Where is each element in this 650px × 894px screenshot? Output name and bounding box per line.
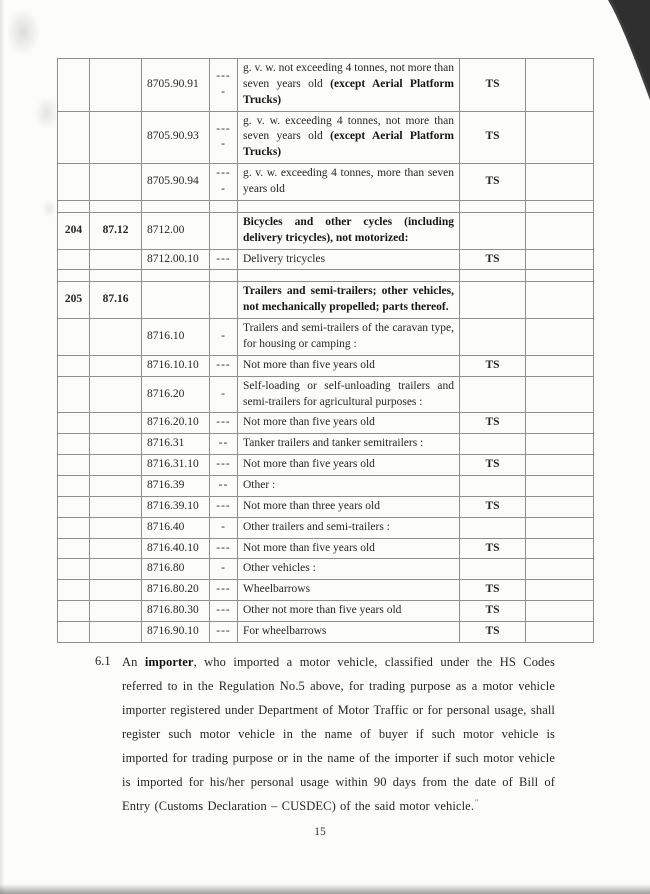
cell-hs-heading bbox=[90, 622, 142, 643]
cell-remarks bbox=[526, 517, 594, 538]
cell-ts-status: TS bbox=[460, 249, 526, 270]
cell-indent-level: --- bbox=[210, 413, 238, 434]
cell-hs-code: 8716.31 bbox=[142, 434, 210, 455]
cell-remarks bbox=[526, 319, 594, 356]
description-bold-text: Trailers and semi-trailers; other vehicles, not mechanically propelled; parts thereof. bbox=[243, 285, 454, 314]
cell-hs-heading bbox=[90, 413, 142, 434]
spacer-row bbox=[58, 200, 594, 212]
cell-remarks bbox=[526, 559, 594, 580]
cell-hs-heading bbox=[90, 496, 142, 517]
cell-row-number bbox=[58, 164, 90, 201]
cell-remarks bbox=[526, 376, 594, 413]
table-row bbox=[58, 517, 594, 538]
description-text: Not more than five years old bbox=[243, 416, 375, 429]
cell-hs-heading bbox=[90, 111, 142, 164]
cell-ts-status bbox=[460, 270, 526, 282]
description-text: Other vehicles : bbox=[243, 562, 316, 575]
table-row bbox=[58, 476, 594, 497]
cell-remarks bbox=[526, 249, 594, 270]
cell-ts-status: TS bbox=[460, 538, 526, 559]
cell-indent-level: - bbox=[210, 376, 238, 413]
cell-description bbox=[238, 455, 460, 476]
cell-ts-status: TS bbox=[460, 164, 526, 201]
description-bold-text: (except Aerial Platform Trucks) bbox=[243, 77, 454, 106]
cell-row-number bbox=[58, 249, 90, 270]
cell-description bbox=[238, 111, 460, 164]
cell-indent-level bbox=[210, 212, 238, 249]
cell-hs-code: 8716.80 bbox=[142, 559, 210, 580]
cell-remarks bbox=[526, 601, 594, 622]
description-text: g. v. w. exceeding 4 tonnes, not more than seven years old bbox=[243, 114, 454, 143]
cell-remarks bbox=[526, 455, 594, 476]
clause-text-rest: , who imported a motor vehicle, classified under the HS Codes referred to in the Regulation No.5 above, for trading purpose as a motor vehicle importer registered under Department of Motor Traffic or for personal usage, shall register such motor vehicle in the name of buyer if such motor vehicle is imported for trading purpose or in the name of the importer if such motor vehicle is imported for his/her personal usage within 90 days from the date of Bill of Entry (Customs Declaration – CUSDEC) of the said motor vehicle. bbox=[122, 655, 556, 813]
cell-remarks bbox=[526, 111, 594, 164]
cell-ts-status bbox=[460, 319, 526, 356]
cell-row-number bbox=[58, 111, 90, 164]
cell-hs-heading bbox=[90, 559, 142, 580]
cell-indent-level: ---- bbox=[210, 59, 238, 112]
table-row bbox=[58, 111, 594, 164]
cell-hs-heading bbox=[90, 476, 142, 497]
table-row bbox=[58, 282, 594, 319]
cell-description bbox=[238, 355, 460, 376]
cell-description bbox=[238, 164, 460, 201]
cell-ts-status: TS bbox=[460, 59, 526, 112]
cell-row-number bbox=[58, 476, 90, 497]
table-row bbox=[58, 622, 594, 643]
cell-hs-heading bbox=[90, 601, 142, 622]
cell-description bbox=[238, 282, 460, 319]
cell-row-number bbox=[58, 355, 90, 376]
cell-indent-level: ---- bbox=[210, 111, 238, 164]
cell-indent-level: --- bbox=[210, 496, 238, 517]
cell-indent-level: --- bbox=[210, 622, 238, 643]
cell-description bbox=[238, 212, 460, 249]
cell-indent-level: --- bbox=[210, 601, 238, 622]
cell-hs-code: 8716.10 bbox=[142, 319, 210, 356]
cell-remarks bbox=[526, 476, 594, 497]
cell-row-number bbox=[58, 517, 90, 538]
cell-remarks bbox=[526, 413, 594, 434]
cell-ts-status bbox=[460, 559, 526, 580]
cell-remarks bbox=[526, 200, 594, 212]
cell-description bbox=[238, 319, 460, 356]
cell-row-number bbox=[58, 496, 90, 517]
cell-remarks bbox=[526, 434, 594, 455]
cell-hs-code: 8716.20.10 bbox=[142, 413, 210, 434]
cell-remarks bbox=[526, 622, 594, 643]
cell-description bbox=[238, 476, 460, 497]
cell-description bbox=[238, 249, 460, 270]
cell-row-number bbox=[58, 538, 90, 559]
cell-hs-code: 8716.10.10 bbox=[142, 355, 210, 376]
cell-ts-status bbox=[460, 376, 526, 413]
table-row bbox=[58, 59, 594, 112]
page-number: 15 bbox=[314, 826, 326, 838]
cell-indent-level: - bbox=[210, 517, 238, 538]
cell-indent-level bbox=[210, 282, 238, 319]
cell-row-number bbox=[58, 270, 90, 282]
cell-hs-heading bbox=[90, 434, 142, 455]
cell-hs-code: 8712.00.10 bbox=[142, 249, 210, 270]
cell-remarks bbox=[526, 496, 594, 517]
cell-row-number bbox=[58, 413, 90, 434]
cell-hs-heading bbox=[90, 270, 142, 282]
table-row bbox=[58, 496, 594, 517]
description-text: Delivery tricycles bbox=[243, 252, 326, 265]
cell-indent-level: --- bbox=[210, 538, 238, 559]
cell-hs-heading bbox=[90, 319, 142, 356]
cell-remarks bbox=[526, 282, 594, 319]
table-row bbox=[58, 319, 594, 356]
table-row bbox=[58, 212, 594, 249]
description-text: Not more than five years old bbox=[243, 358, 375, 371]
cell-hs-code bbox=[142, 200, 210, 212]
cell-hs-code: 8716.40 bbox=[142, 517, 210, 538]
scan-dark-corner bbox=[588, 0, 650, 108]
cell-ts-status: TS bbox=[460, 601, 526, 622]
cell-indent-level: --- bbox=[210, 580, 238, 601]
cell-ts-status: TS bbox=[460, 580, 526, 601]
cell-row-number bbox=[58, 580, 90, 601]
cell-indent-level: --- bbox=[210, 355, 238, 376]
cell-hs-heading bbox=[90, 455, 142, 476]
cell-description bbox=[238, 580, 460, 601]
table-row bbox=[58, 376, 594, 413]
cell-remarks bbox=[526, 212, 594, 249]
cell-hs-code: 8716.39 bbox=[142, 476, 210, 497]
cell-ts-status bbox=[460, 200, 526, 212]
cell-hs-code: 8716.20 bbox=[142, 376, 210, 413]
cell-description bbox=[238, 376, 460, 413]
scan-smudge bbox=[6, 8, 40, 56]
spacer-row bbox=[58, 270, 594, 282]
cell-indent-level: ---- bbox=[210, 164, 238, 201]
cell-row-number bbox=[58, 434, 90, 455]
cell-hs-code: 8716.40.10 bbox=[142, 538, 210, 559]
table-row bbox=[58, 434, 594, 455]
table-row bbox=[58, 455, 594, 476]
table-row bbox=[58, 413, 594, 434]
cell-remarks bbox=[526, 538, 594, 559]
cell-hs-heading: 87.16 bbox=[90, 282, 142, 319]
cell-hs-heading bbox=[90, 249, 142, 270]
footnote-mark: ʺ bbox=[475, 797, 479, 807]
table-row bbox=[58, 355, 594, 376]
cell-row-number bbox=[58, 59, 90, 112]
description-text: g. v. w. not exceeding 4 tonnes, not more than seven years old bbox=[243, 62, 454, 90]
cell-hs-heading bbox=[90, 200, 142, 212]
cell-description bbox=[238, 270, 460, 282]
cell-hs-code: 8716.90.10 bbox=[142, 622, 210, 643]
cell-row-number bbox=[58, 376, 90, 413]
cell-ts-status bbox=[460, 212, 526, 249]
cell-indent-level: -- bbox=[210, 476, 238, 497]
description-text: Not more than five years old bbox=[243, 458, 375, 471]
cell-remarks bbox=[526, 164, 594, 201]
cell-description bbox=[238, 434, 460, 455]
cell-ts-status: TS bbox=[460, 455, 526, 476]
cell-row-number bbox=[58, 200, 90, 212]
cell-ts-status: TS bbox=[460, 622, 526, 643]
cell-description bbox=[238, 559, 460, 580]
cell-description bbox=[238, 601, 460, 622]
cell-indent-level bbox=[210, 200, 238, 212]
description-text: Self-loading or self-unloading trailers and semi-trailers for agricultural purposes : bbox=[243, 379, 454, 408]
description-text: Wheelbarrows bbox=[243, 583, 311, 596]
cell-indent-level: - bbox=[210, 559, 238, 580]
cell-hs-heading bbox=[90, 517, 142, 538]
clause-bold-word: importer bbox=[144, 655, 194, 669]
cell-ts-status bbox=[460, 282, 526, 319]
cell-hs-heading bbox=[90, 59, 142, 112]
cell-hs-code bbox=[142, 282, 210, 319]
scan-left-edge-shadow bbox=[0, 0, 5, 894]
cell-remarks bbox=[526, 59, 594, 112]
cell-remarks bbox=[526, 355, 594, 376]
description-text: Tanker trailers and tanker semitrailers : bbox=[243, 437, 424, 450]
cell-hs-code: 8716.80.30 bbox=[142, 601, 210, 622]
cell-remarks bbox=[526, 580, 594, 601]
clause-number: 6.1 bbox=[95, 654, 111, 668]
cell-indent-level: --- bbox=[210, 249, 238, 270]
cell-ts-status bbox=[460, 434, 526, 455]
cell-hs-code: 8712.00 bbox=[142, 212, 210, 249]
cell-indent-level bbox=[210, 270, 238, 282]
table-row bbox=[58, 164, 594, 201]
cell-hs-heading bbox=[90, 376, 142, 413]
table-row bbox=[58, 538, 594, 559]
cell-indent-level: --- bbox=[210, 455, 238, 476]
cell-row-number bbox=[58, 455, 90, 476]
table-row bbox=[58, 249, 594, 270]
cell-ts-status: TS bbox=[460, 496, 526, 517]
cell-description bbox=[238, 496, 460, 517]
cell-hs-heading: 87.12 bbox=[90, 212, 142, 249]
cell-remarks bbox=[526, 270, 594, 282]
description-text: Trailers and semi-trailers of the caravan type, for housing or camping : bbox=[243, 322, 454, 351]
cell-row-number bbox=[58, 559, 90, 580]
cell-ts-status: TS bbox=[460, 111, 526, 164]
cell-description bbox=[238, 200, 460, 212]
scan-bottom-edge-shadow bbox=[0, 884, 650, 894]
cell-hs-code: 8705.90.91 bbox=[142, 59, 210, 112]
hs-code-table bbox=[57, 58, 594, 643]
description-text: Not more than three years old bbox=[243, 499, 380, 512]
table-row bbox=[58, 559, 594, 580]
cell-description bbox=[238, 413, 460, 434]
table-row bbox=[58, 601, 594, 622]
clause-text-lead: An bbox=[122, 655, 145, 669]
cell-description bbox=[238, 622, 460, 643]
description-text: Not more than five years old bbox=[243, 541, 375, 554]
description-bold-text: (except Aerial Platform Trucks) bbox=[243, 130, 454, 159]
cell-row-number: 204 bbox=[58, 212, 90, 249]
cell-ts-status: TS bbox=[460, 355, 526, 376]
table-row bbox=[58, 580, 594, 601]
cell-hs-code: 8705.90.93 bbox=[142, 111, 210, 164]
cell-indent-level: -- bbox=[210, 434, 238, 455]
cell-hs-code: 8705.90.94 bbox=[142, 164, 210, 201]
description-text: Other not more than five years old bbox=[243, 604, 402, 617]
description-text: g. v. w. exceeding 4 tonnes, more than seven years old bbox=[243, 167, 454, 196]
hs-table-body bbox=[58, 59, 594, 643]
cell-row-number bbox=[58, 622, 90, 643]
description-text: Other trailers and semi-trailers : bbox=[243, 520, 390, 533]
cell-ts-status bbox=[460, 517, 526, 538]
cell-description bbox=[238, 59, 460, 112]
cell-hs-code: 8716.80.20 bbox=[142, 580, 210, 601]
description-bold-text: Bicycles and other cycles (including delivery tricycles), not motorized: bbox=[243, 215, 454, 244]
cell-ts-status: TS bbox=[460, 413, 526, 434]
cell-description bbox=[238, 538, 460, 559]
cell-ts-status bbox=[460, 476, 526, 497]
cell-hs-code: 8716.39.10 bbox=[142, 496, 210, 517]
cell-hs-code: 8716.31.10 bbox=[142, 455, 210, 476]
scan-smudge bbox=[42, 200, 56, 218]
cell-row-number bbox=[58, 601, 90, 622]
cell-hs-code bbox=[142, 270, 210, 282]
cell-row-number: 205 bbox=[58, 282, 90, 319]
cell-hs-heading bbox=[90, 355, 142, 376]
cell-row-number bbox=[58, 319, 90, 356]
cell-description bbox=[238, 517, 460, 538]
description-text: Other : bbox=[243, 479, 276, 492]
cell-hs-heading bbox=[90, 580, 142, 601]
cell-hs-heading bbox=[90, 538, 142, 559]
cell-hs-heading bbox=[90, 164, 142, 201]
description-text: For wheelbarrows bbox=[243, 625, 327, 638]
regulation-clause bbox=[95, 650, 555, 818]
clause-text bbox=[122, 650, 555, 818]
cell-indent-level: - bbox=[210, 319, 238, 356]
